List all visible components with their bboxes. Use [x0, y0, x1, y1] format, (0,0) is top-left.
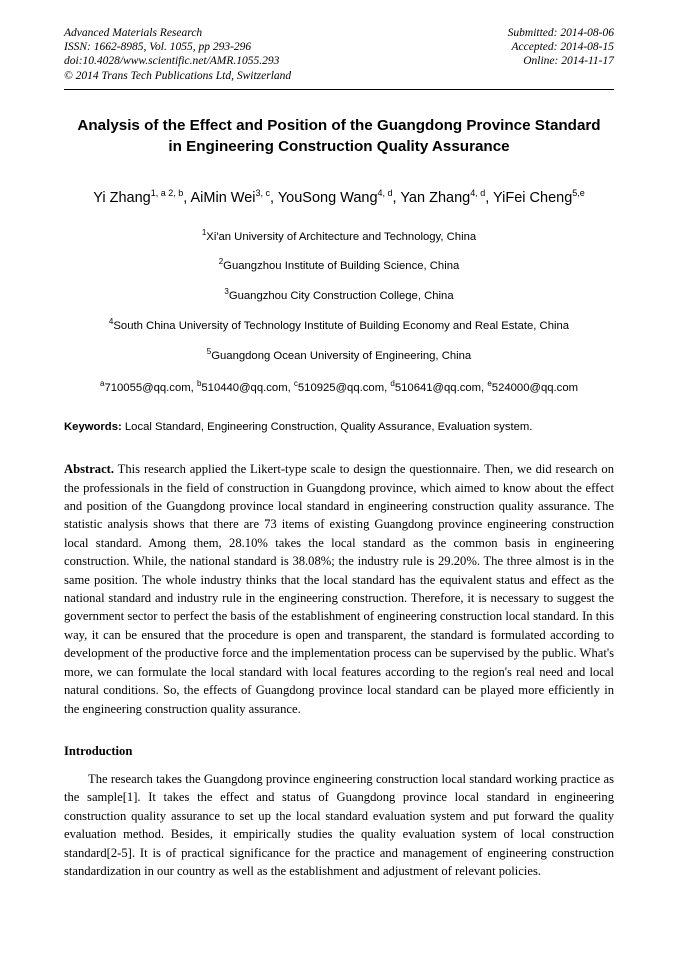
email-address: 510925@qq.com, — [297, 382, 391, 395]
affiliation-marker: 4 — [108, 316, 114, 326]
email-marker: b — [196, 379, 202, 389]
affiliation-marker: 1 — [201, 227, 207, 237]
date-accepted: Accepted: 2014-08-15 — [511, 41, 614, 54]
author-name: YiFei Cheng — [493, 189, 573, 206]
title-line-1: Analysis of the Effect and Position of the Guangdong Province Standard — [77, 116, 601, 134]
author-affiliation-marker: 3, c — [255, 187, 271, 198]
author-name: AiMin Wei — [190, 189, 256, 206]
affiliation-text: Guangzhou City Construction College, China — [228, 289, 454, 302]
email-marker: e — [487, 379, 492, 389]
submission-dates — [508, 26, 614, 69]
email-marker: c — [293, 379, 298, 389]
date-submitted: Submitted: 2014-08-06 — [507, 27, 614, 39]
introduction-paragraph: The research takes the Guangdong province engineering construction local standard working practice as the sample[1]. It takes the effect and status of Guangdong province local standard in engineering construction quality assurance to set up the local standard evaluation system and put forward the quality evaluation method. Besides, it empirically studies the quality evaluation system of local construction standard[2-5]. It is of practical significance for the practice and management of engineering construction standardization in our country as well as the establishment and adjustment of relevant policies. — [64, 771, 614, 878]
affiliation-marker: 3 — [224, 287, 229, 297]
abstract-text: This research applied the Likert-type scale to design the questionnaire. Then, we did research on the professionals in the field of construction in Guangdong province, which aimed to know about the effect and position of the Guangdong province local standard in engineering construction quality assurance. The statistic analysis shows that there are 73 items of existing Guangdong province engineering construction local standard. Among them, 28.10% takes the local standard as the common basis in engineering construction. While, the national standard is 38.08%; the industry rule is 29.20%. The three almost is in the same position. The whole industry thinks that the local standard has the equivalent status and effect as the national standard and industry rule in the engineering construction. Therefore, it is necessary to suggest the government sector to perfect the basis of the establishment of engineering construction local standard. In this way, it can be ensured that the procedure is open and transparent, the standard is formulated according to development of the productive force and the implementation process can be supervised by the public. What's more, we can formulate the local standard with local features according to the region's real need and local natural conditions. So, the effects of Guangdong province local standard can be played more efficiently in the engineering construction quality assurance. — [64, 462, 614, 716]
author-affiliation-marker: 4, d — [377, 187, 393, 198]
introduction-heading: Introduction — [64, 743, 133, 758]
affiliation-marker: 5 — [206, 346, 212, 356]
author-affiliation-marker: 5,e — [572, 187, 585, 198]
author-affiliation-marker: 4, d — [470, 187, 486, 198]
title-line-2: in Engineering Construction Quality Assurance — [168, 137, 510, 155]
email-list — [64, 379, 614, 394]
date-online: Online: 2014-11-17 — [523, 55, 614, 68]
abstract-label: Abstract. — [64, 462, 115, 477]
email-marker: a — [99, 379, 105, 389]
keywords-section — [64, 420, 614, 435]
email-address: 510440@qq.com, — [201, 382, 294, 395]
author-name: Yi Zhang — [93, 189, 151, 206]
journal-doi: doi:10.4028/www.scientific.net/AMR.1055.293 — [64, 55, 280, 68]
affiliation-list — [64, 228, 614, 362]
author-affiliation-marker: 1, a 2, b — [150, 187, 184, 198]
affiliation-text: Guangdong Ocean University of Engineering, China — [211, 349, 472, 362]
header-divider — [64, 89, 614, 90]
keywords-text: Local Standard, Engineering Construction, Quality Assurance, Evaluation system. — [121, 421, 533, 434]
journal-name: Advanced Materials Research — [64, 27, 203, 39]
keywords-label: Keywords: — [64, 421, 122, 434]
author-list: Yi Zhang$^{1, a 2, b}$, AiMin Wei$^{3, c}$, YouSong Wang$^{4, d}$, Yan Zhang$^{4, d}$, YiFei Cheng$^{5,e}$ — [93, 187, 585, 206]
affiliation-text: South China University of Technology Institute of Building Economy and Real Estate, China — [113, 319, 570, 332]
affiliation-item — [64, 287, 614, 302]
affiliation-item — [64, 317, 614, 332]
journal-info — [64, 26, 291, 83]
affiliation-item — [64, 257, 614, 272]
page-title — [64, 115, 614, 157]
affiliation-marker: 2 — [218, 257, 224, 267]
email-address: 510641@qq.com, — [394, 382, 488, 395]
abstract-section — [64, 460, 614, 718]
email-marker: d — [390, 379, 395, 389]
affiliation-item — [64, 347, 614, 362]
page-header — [64, 26, 614, 83]
affiliation-text: Xi'an University of Architecture and Technology, China — [206, 230, 477, 243]
email-address: 710055@qq.com, — [104, 382, 197, 395]
journal-copyright: © 2014 Trans Tech Publications Ltd, Switzerland — [64, 69, 292, 82]
affiliation-item — [64, 228, 614, 243]
email-address: 524000@qq.com — [491, 382, 579, 395]
affiliation-text: Guangzhou Institute of Building Science, China — [223, 260, 460, 273]
author-name: YouSong Wang — [277, 189, 378, 206]
author-name: Yan Zhang — [400, 189, 471, 206]
journal-issn-volume: ISSN: 1662-8985, Vol. 1055, pp 293-296 — [64, 41, 252, 54]
